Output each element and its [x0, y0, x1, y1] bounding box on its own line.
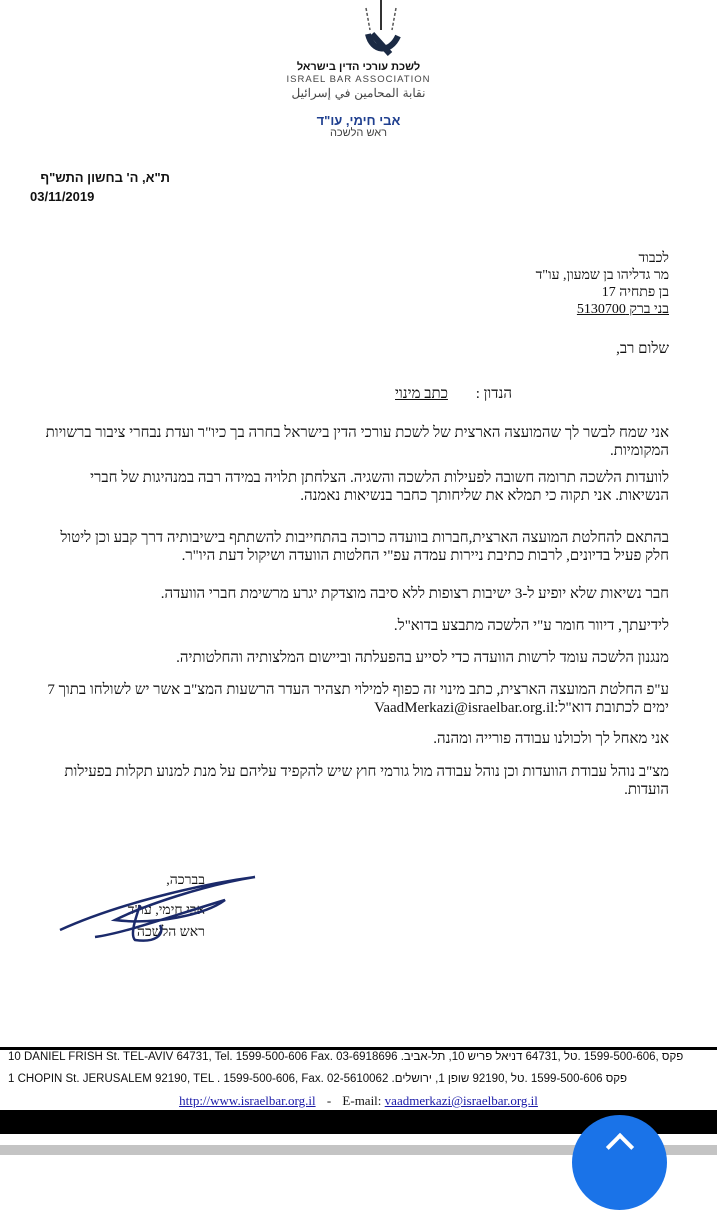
- footer-address-jerusalem: 1 CHOPIN St. JERUSALEM 92190, TEL . 1599-500-606, Fax. 02-5610062 .פקס 1599-500-606 .טל ,92190 שופן 1, ירושלים: [8, 1073, 628, 1085]
- date-hebrew: ת"א, ה' בחשון התש"ף: [40, 170, 170, 185]
- signoff-title: ראש הלשכה: [136, 925, 205, 940]
- date-gregorian: 03/11/2019: [30, 189, 95, 204]
- paragraph: מצ"ב נוהל עבודת הוועדות וכן נוהל עבודה מול גורמי חוץ שיש להקפיד עליהם על מנת למנוע תקלות בפעילות הועדות.: [64, 764, 669, 798]
- greeting: שלום רב,: [616, 341, 669, 357]
- paragraph: חבר נשיאות שלא יופיע ל-3 ישיבות רצופות ללא סיבה מוצדקת יגרע מרשימת חברי הוועדה.: [160, 586, 669, 602]
- subject-value: כתב מינוי: [395, 386, 448, 402]
- recipient-address: [39, 250, 669, 318]
- email-label: E-mail:: [342, 1093, 382, 1108]
- recipient-line: לכבוד: [638, 251, 669, 266]
- org-name-english: ISRAEL BAR ASSOCIATION: [286, 74, 431, 85]
- website-link[interactable]: http://www.israelbar.org.il: [179, 1093, 316, 1108]
- handwritten-signature: [55, 865, 270, 945]
- separator: -: [326, 1093, 332, 1108]
- subject-line: [212, 385, 512, 403]
- paragraph: אני מאחל לך ולכולנו עבודה פורייה ומהנה.: [433, 731, 669, 747]
- subject-label: הנדון :: [475, 386, 512, 402]
- paragraph: מנגנון הלשכה עומד לרשות הוועדה כדי לסייע בהפעלתה וביישום המלצותיה והחלטותיה.: [176, 650, 669, 666]
- bar-association-logo: [360, 0, 402, 56]
- paragraph: בהתאם להחלטת המועצה הארצית,חברות בוועדה כרוכה בהתחייבות להשתתף בישיבותיה דרך קבע וכן ליטול חלק פעיל בדיונים, לרבות כתיבת ניירות עמדה עפ"י החלטות הוועדה ושיקול דעת היו"ר.: [60, 530, 669, 564]
- paragraph: לוועדות הלשכה תרומה חשובה לפעילות הלשכה והשגיה. הצלחתן תלויה במידה רבה במנהיגות של חברי הנשיאות. אני תקוה כי תמלא את שליחותך כחבר בנשיאות נאמנה.: [90, 470, 669, 504]
- paragraph-email: ע"פ החלטת המועצה הארצית, כתב מינוי זה כפוף למילוי תצהיר העדר הרשעות המצ"ב אשר יש לשולחו בתוך 7 ימים לכתובת דוא"ל:VaadMerkazi@israelbar.org.il: [47, 682, 669, 716]
- org-name-hebrew: לשכת עורכי הדין בישראל: [296, 61, 421, 73]
- footer-rule: [0, 1047, 717, 1050]
- recipient-line: מר גדליהו בן שמעון, עו"ד: [535, 268, 669, 283]
- head-title: ראש הלשכה: [329, 127, 388, 139]
- chevron-up-icon: [606, 1133, 634, 1161]
- signoff-name: אבי חימי, עו"ד: [127, 903, 205, 918]
- date-block: [30, 168, 170, 206]
- footer-contact: [0, 1093, 717, 1109]
- email-link[interactable]: vaadmerkazi@israelbar.org.il: [384, 1093, 538, 1108]
- recipient-line: בן פתחיה 17: [601, 285, 669, 300]
- footer-address-telaviv: 10 DANIEL FRISH St. TEL-AVIV 64731, Tel. 1599-500-606 Fax. 03-6918696 .פקס ,1599-500-606 .טל ,64731 דניאל פריש 10, תל-אביב: [8, 1051, 684, 1063]
- recipient-city: בני ברק 5130700: [576, 302, 669, 317]
- signoff-closing: בברכה,: [166, 873, 205, 888]
- org-name-arabic: نقابة المحامين في إسرائيل: [291, 86, 426, 100]
- paragraph: אני שמח לבשר לך שהמועצה הארצית של לשכת עורכי הדין בישראל בחרה בך כיו"ר ועדת נבחרי ציבור ברשויות המקומיות.: [45, 425, 669, 459]
- floating-action-button[interactable]: [572, 1115, 667, 1210]
- paragraph: לידיעתך, דיוור חומר ע"י הלשכה מתבצע בדוא"ל.: [393, 618, 669, 634]
- head-name: אבי חימי, עו"ד: [316, 113, 401, 128]
